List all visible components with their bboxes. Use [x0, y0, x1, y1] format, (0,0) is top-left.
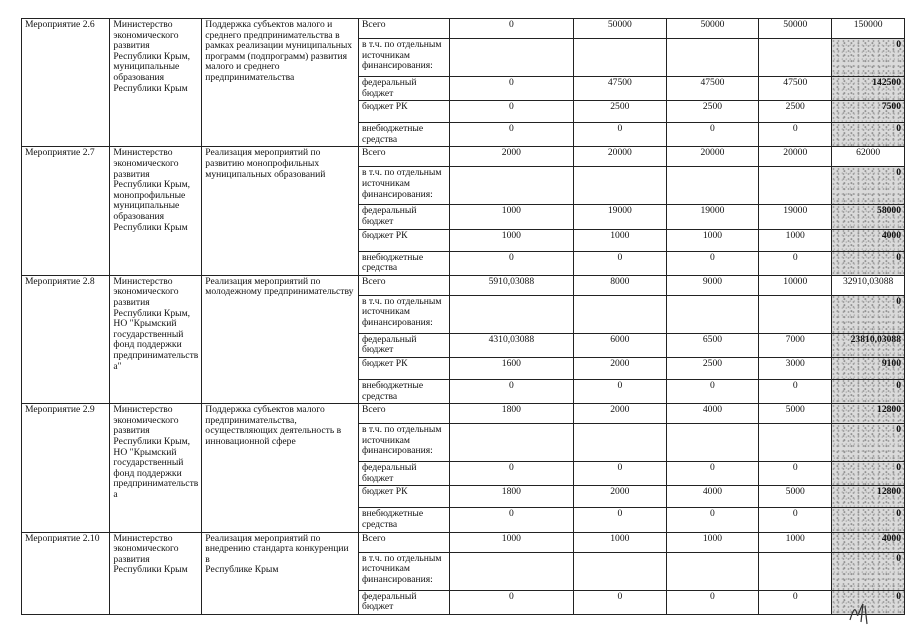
year-value-cell: [759, 167, 832, 205]
total-cell: 0: [832, 379, 905, 403]
year-value-cell: 0: [449, 123, 573, 147]
funding-source-label: Всего: [358, 532, 449, 552]
funding-source-label: федеральный бюджет: [358, 462, 449, 486]
year-value-cell: 0: [666, 508, 759, 532]
measure-description: Поддержка субъектов малого и среднего предпринимательства в рамках реализации муниципальных программ (подпрограмм) развития малого и среднего предпринимательства: [202, 19, 359, 147]
year-value-cell: 1000: [449, 532, 573, 552]
funding-source-label: федеральный бюджет: [358, 77, 449, 101]
year-value-cell: 0: [759, 508, 832, 532]
year-value-cell: [759, 295, 832, 333]
total-cell: 32910,03088: [832, 275, 905, 295]
year-value-cell: [759, 552, 832, 590]
year-value-cell: 1600: [449, 357, 573, 379]
year-value-cell: 0: [574, 123, 667, 147]
year-value-cell: 50000: [574, 19, 667, 39]
year-value-cell: [666, 424, 759, 462]
year-value-cell: [666, 552, 759, 590]
year-value-cell: 0: [759, 251, 832, 275]
total-cell: 7500: [832, 101, 905, 123]
year-value-cell: 6000: [574, 333, 667, 357]
funding-source-label: Всего: [358, 19, 449, 39]
year-value-cell: 0: [666, 379, 759, 403]
year-value-cell: 47500: [666, 77, 759, 101]
year-value-cell: 47500: [574, 77, 667, 101]
year-value-cell: 2500: [759, 101, 832, 123]
year-value-cell: 1000: [759, 229, 832, 251]
year-value-cell: [449, 295, 573, 333]
funding-source-label: Всего: [358, 147, 449, 167]
total-cell: 0: [832, 167, 905, 205]
year-value-cell: 5910,03088: [449, 275, 573, 295]
year-value-cell: 4000: [666, 486, 759, 508]
year-value-cell: 0: [449, 379, 573, 403]
year-value-cell: 5000: [759, 486, 832, 508]
year-value-cell: 6500: [666, 333, 759, 357]
total-cell: 0: [832, 424, 905, 462]
total-cell: 0: [832, 251, 905, 275]
year-value-cell: 2000: [574, 486, 667, 508]
total-cell: 23810,03088: [832, 333, 905, 357]
year-value-cell: 5000: [759, 404, 832, 424]
year-value-cell: 19000: [574, 205, 667, 229]
year-value-cell: [449, 552, 573, 590]
year-value-cell: 20000: [574, 147, 667, 167]
total-cell: 0: [832, 295, 905, 333]
funding-source-label: федеральный бюджет: [358, 333, 449, 357]
year-value-cell: 1800: [449, 404, 573, 424]
year-value-cell: 1000: [449, 205, 573, 229]
year-value-cell: 0: [759, 379, 832, 403]
funding-source-label: Всего: [358, 404, 449, 424]
measure-executor: Министерство экономического развития Республики Крым: [110, 532, 202, 614]
year-value-cell: 0: [574, 462, 667, 486]
year-value-cell: 0: [449, 462, 573, 486]
year-value-cell: 2500: [574, 101, 667, 123]
year-value-cell: 3000: [759, 357, 832, 379]
year-value-cell: 47500: [759, 77, 832, 101]
year-value-cell: [449, 424, 573, 462]
measure-description: Реализация мероприятий по развитию монопрофильных муниципальных образований: [202, 147, 359, 275]
year-value-cell: 0: [666, 462, 759, 486]
year-value-cell: 0: [759, 590, 832, 614]
year-value-cell: [574, 167, 667, 205]
year-value-cell: 0: [574, 379, 667, 403]
year-value-cell: [449, 39, 573, 77]
measure-executor: Министерство экономического развития Республики Крым, муниципальные образования Республики Крым: [110, 19, 202, 147]
year-value-cell: 2000: [574, 357, 667, 379]
funding-source-label: внебюджетные средства: [358, 379, 449, 403]
year-value-cell: 9000: [666, 275, 759, 295]
year-value-cell: [666, 295, 759, 333]
table-row: [22, 147, 905, 167]
total-cell: 4000: [832, 229, 905, 251]
measure-name: Мероприятие 2.9: [22, 404, 110, 532]
total-cell: 150000: [832, 19, 905, 39]
year-value-cell: 2000: [574, 404, 667, 424]
funding-source-label: бюджет РК: [358, 229, 449, 251]
year-value-cell: 1000: [574, 229, 667, 251]
year-value-cell: [666, 39, 759, 77]
funding-source-label: внебюджетные средства: [358, 508, 449, 532]
year-value-cell: 1000: [574, 532, 667, 552]
funding-source-label: в т.ч. по отдельным источникам финансирования:: [358, 424, 449, 462]
year-value-cell: 0: [449, 590, 573, 614]
funding-table: [21, 18, 905, 615]
funding-source-label: бюджет РК: [358, 486, 449, 508]
year-value-cell: [574, 295, 667, 333]
table-row: [22, 532, 905, 552]
year-value-cell: [759, 39, 832, 77]
year-value-cell: 19000: [759, 205, 832, 229]
year-value-cell: 1000: [449, 229, 573, 251]
year-value-cell: 0: [449, 19, 573, 39]
year-value-cell: 8000: [574, 275, 667, 295]
year-value-cell: 50000: [666, 19, 759, 39]
year-value-cell: 0: [449, 508, 573, 532]
year-value-cell: 10000: [759, 275, 832, 295]
total-cell: 9100: [832, 357, 905, 379]
measure-name: Мероприятие 2.8: [22, 275, 110, 403]
year-value-cell: 0: [449, 77, 573, 101]
year-value-cell: 2500: [666, 357, 759, 379]
year-value-cell: 0: [759, 123, 832, 147]
year-value-cell: 0: [666, 590, 759, 614]
funding-source-label: в т.ч. по отдельным источникам финансирования:: [358, 167, 449, 205]
funding-source-label: федеральный бюджет: [358, 205, 449, 229]
year-value-cell: 0: [449, 251, 573, 275]
year-value-cell: 20000: [666, 147, 759, 167]
year-value-cell: [574, 39, 667, 77]
funding-source-label: федеральный бюджет: [358, 590, 449, 614]
total-cell: 0: [832, 590, 905, 614]
year-value-cell: 0: [574, 590, 667, 614]
year-value-cell: [666, 167, 759, 205]
year-value-cell: 1800: [449, 486, 573, 508]
total-cell: 62000: [832, 147, 905, 167]
year-value-cell: [574, 424, 667, 462]
total-cell: 0: [832, 39, 905, 77]
measure-description: Поддержка субъектов малого предпринимательства, осуществляющих деятельность в инновационной сфере: [202, 404, 359, 532]
total-cell: 12800: [832, 486, 905, 508]
year-value-cell: 19000: [666, 205, 759, 229]
year-value-cell: 2000: [449, 147, 573, 167]
year-value-cell: [449, 167, 573, 205]
table-row: [22, 275, 905, 295]
total-cell: 0: [832, 508, 905, 532]
table-row: [22, 404, 905, 424]
year-value-cell: 50000: [759, 19, 832, 39]
year-value-cell: 0: [574, 508, 667, 532]
year-value-cell: 4310,03088: [449, 333, 573, 357]
measure-name: Мероприятие 2.6: [22, 19, 110, 147]
funding-source-label: Всего: [358, 275, 449, 295]
year-value-cell: 0: [666, 251, 759, 275]
year-value-cell: 1000: [666, 532, 759, 552]
total-cell: 0: [832, 552, 905, 590]
year-value-cell: 0: [449, 101, 573, 123]
year-value-cell: 0: [759, 462, 832, 486]
table-row: [22, 19, 905, 39]
measure-executor: Министерство экономического развития Республики Крым, НО "Крымский государственный фонд поддержки предпринимательств а: [110, 404, 202, 532]
year-value-cell: 7000: [759, 333, 832, 357]
measure-name: Мероприятие 2.7: [22, 147, 110, 275]
measure-executor: Министерство экономического развития Республики Крым, монопрофильные муниципальные образования Республики Крым: [110, 147, 202, 275]
year-value-cell: 2500: [666, 101, 759, 123]
funding-source-label: бюджет РК: [358, 357, 449, 379]
funding-source-label: внебюджетные средства: [358, 251, 449, 275]
total-cell: 12800: [832, 404, 905, 424]
year-value-cell: 1000: [759, 532, 832, 552]
funding-source-label: в т.ч. по отдельным источникам финансирования:: [358, 295, 449, 333]
total-cell: 58000: [832, 205, 905, 229]
funding-source-label: в т.ч. по отдельным источникам финансирования:: [358, 39, 449, 77]
measure-name: Мероприятие 2.10: [22, 532, 110, 614]
year-value-cell: 20000: [759, 147, 832, 167]
measure-executor: Министерство экономического развития Республики Крым, НО "Крымский государственный фонд поддержки предпринимательств а": [110, 275, 202, 403]
total-cell: 0: [832, 462, 905, 486]
handwritten-signature: [846, 600, 872, 626]
funding-source-label: в т.ч. по отдельным источникам финансирования:: [358, 552, 449, 590]
total-cell: 142500: [832, 77, 905, 101]
measure-description: Реализация мероприятий по внедрению стандарта конкуренции в Республике Крым: [202, 532, 359, 614]
total-cell: 0: [832, 123, 905, 147]
year-value-cell: 0: [666, 123, 759, 147]
year-value-cell: [574, 552, 667, 590]
total-cell: 4000: [832, 532, 905, 552]
year-value-cell: [759, 424, 832, 462]
measure-description: Реализация мероприятий по молодежному предпринимательству: [202, 275, 359, 403]
funding-source-label: внебюджетные средства: [358, 123, 449, 147]
year-value-cell: 4000: [666, 404, 759, 424]
funding-source-label: бюджет РК: [358, 101, 449, 123]
year-value-cell: 1000: [666, 229, 759, 251]
year-value-cell: 0: [574, 251, 667, 275]
